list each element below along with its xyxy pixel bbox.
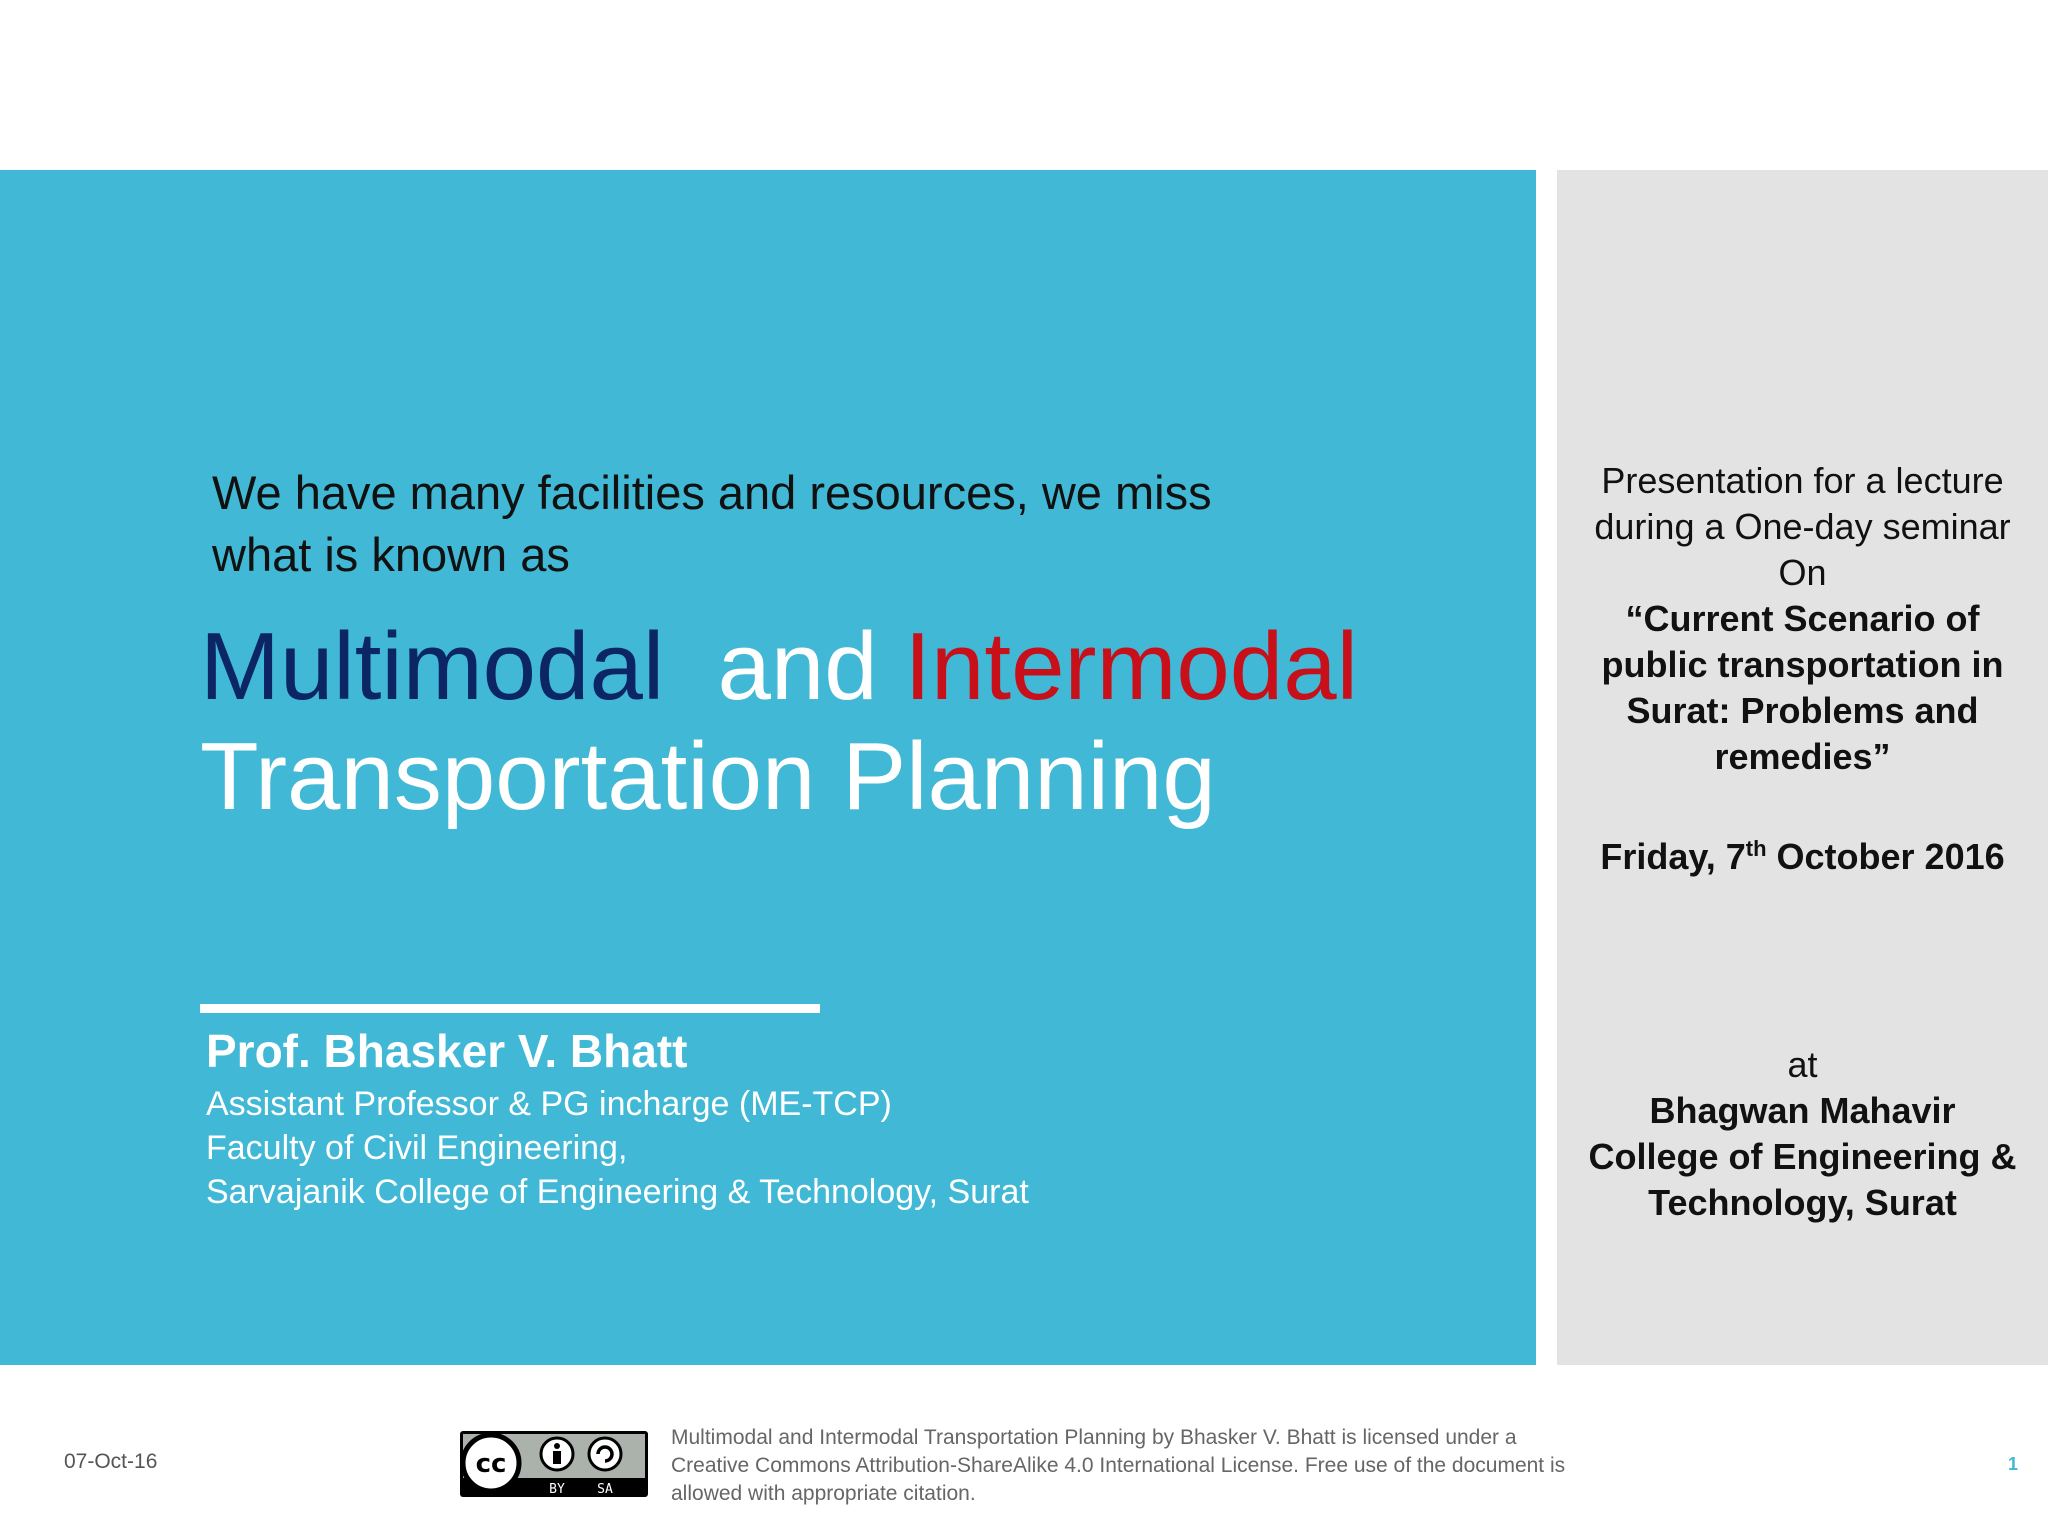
cc-sa-label: SA [597, 1482, 613, 1497]
page-number: 1 [2008, 1454, 2019, 1474]
seminar-title-2: public transportation in [1601, 644, 2004, 685]
seminar-line-1: Presentation for a lecture [1601, 460, 2004, 501]
license-text [671, 1424, 1631, 1508]
title-divider [200, 1004, 820, 1013]
date-suffix: th [1745, 836, 1767, 861]
cc-by-sa-icon [459, 1430, 649, 1498]
seminar-line-3: On [1778, 552, 1827, 593]
seminar-line-2: during a One-day seminar [1594, 506, 2011, 547]
seminar-date [1557, 826, 2048, 880]
author-name: Prof. Bhasker V. Bhatt [206, 1025, 688, 1077]
cc-mark: cc [475, 1449, 507, 1479]
seminar-title-3: Surat: Problems and [1626, 690, 1979, 731]
date-rest: October 2016 [1766, 836, 2005, 877]
slide-title [200, 612, 1500, 832]
venue-at: at [1787, 1044, 1818, 1085]
intro-line-2: what is known as [212, 528, 570, 581]
author-block [206, 1020, 1406, 1214]
author-faculty: Faculty of Civil Engineering, [206, 1129, 628, 1167]
license-line-1: Multimodal and Intermodal Transportation Planning by Bhasker V. Bhatt is licensed under a [671, 1426, 1517, 1449]
venue-line-1: Bhagwan Mahavir [1649, 1090, 1956, 1131]
title-and: and [717, 613, 878, 720]
footer-date: 07-Oct-16 [64, 1450, 158, 1473]
author-role: Assistant Professor & PG incharge (ME-TCP) [206, 1085, 892, 1123]
venue-line-2: College of Engineering & [1588, 1136, 2017, 1177]
date-day: Friday, 7 [1600, 836, 1746, 877]
title-line-2: Transportation Planning [200, 723, 1216, 830]
intro-line-1: We have many facilities and resources, we miss [212, 466, 1212, 519]
license-line-2: Creative Commons Attribution-ShareAlike 4.0 International License. Free use of the document is [671, 1454, 1566, 1477]
author-college: Sarvajanik College of Engineering & Technology, Surat [206, 1173, 1029, 1211]
venue-line-3: Technology, Surat [1648, 1182, 1957, 1223]
cc-by-label: BY [549, 1482, 565, 1497]
seminar-title-4: remedies” [1714, 736, 1891, 777]
license-line-3: allowed with appropriate citation. [671, 1482, 976, 1505]
seminar-info [1557, 458, 2048, 780]
title-intermodal: Intermodal [904, 613, 1358, 720]
seminar-title-1: “Current Scenario of [1625, 598, 1980, 639]
intro-text [212, 462, 1262, 586]
title-multimodal: Multimodal [200, 613, 665, 720]
venue-info [1557, 1042, 2048, 1226]
title-line-1 [200, 612, 1500, 722]
